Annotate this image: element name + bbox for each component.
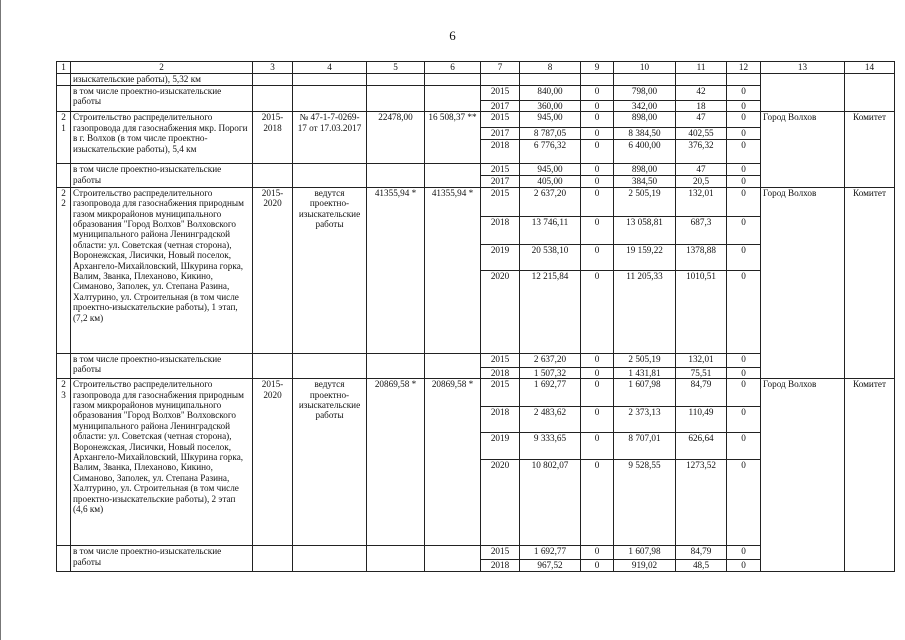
federal-cell: 0 xyxy=(581,216,614,244)
year-cell: 2015 xyxy=(481,353,520,367)
regional-cell: 898,00 xyxy=(614,164,676,176)
total-cell: 405,00 xyxy=(520,176,581,187)
local-cell: 1378,88 xyxy=(676,244,727,270)
local-cell: 75,51 xyxy=(676,367,727,378)
regional-cell: 6 400,00 xyxy=(614,140,676,164)
cost-cell: 22478,00 xyxy=(367,112,425,164)
regional-cell: 13 058,81 xyxy=(614,216,676,244)
total-cell: 945,00 xyxy=(520,112,581,128)
total-cell: 6 776,32 xyxy=(520,140,581,164)
federal-cell: 0 xyxy=(581,379,614,407)
customer-cell xyxy=(845,74,895,112)
total-cell: 12 215,84 xyxy=(520,270,581,353)
federal-cell: 0 xyxy=(581,367,614,378)
federal-cell: 0 xyxy=(581,244,614,270)
total-cell: 2 637,20 xyxy=(520,353,581,367)
col-header: 8 xyxy=(520,62,581,74)
locality-cell: Город Волхов xyxy=(761,112,845,187)
year-cell: 2018 xyxy=(481,367,520,378)
regional-cell: 798,00 xyxy=(614,86,676,101)
federal-cell: 0 xyxy=(581,353,614,367)
remain-cell: 16 508,37 ** xyxy=(425,112,481,164)
local-cell: 84,79 xyxy=(676,379,727,407)
period-cell: 2015-2018 xyxy=(253,112,293,164)
continuation-text: изыскательские работы), 5,32 км xyxy=(71,74,253,86)
year-cell: 2019 xyxy=(481,244,520,270)
federal-cell: 0 xyxy=(581,270,614,353)
local-cell: 47 xyxy=(676,112,727,128)
other-cell: 0 xyxy=(727,140,761,164)
document-cell: ведутся проектно-изыскательские работы xyxy=(293,187,367,353)
other-cell: 0 xyxy=(727,244,761,270)
locality-cell xyxy=(761,74,845,112)
local-cell: 1273,52 xyxy=(676,460,727,546)
page-number: 6 xyxy=(449,28,456,43)
year-cell: 2015 xyxy=(481,112,520,128)
total-cell: 9 333,65 xyxy=(520,433,581,460)
regional-cell: 2 505,19 xyxy=(614,353,676,367)
table-row xyxy=(57,379,895,407)
local-cell: 47 xyxy=(676,164,727,176)
local-cell: 48,5 xyxy=(676,560,727,572)
total-cell: 1 507,32 xyxy=(520,367,581,378)
regional-cell: 9 528,55 xyxy=(614,460,676,546)
year-cell: 2017 xyxy=(481,128,520,140)
object-name: Строительство распределительного газопровода для газоснабжения природным газом микрорайонов муниципального образования "Город Волхов" Волховского муниципального района Ленинградской области: ул. Советская (четная сторона), Воронежская, Лисички, Новый поселок, Архангело-Михайловский, Шкурина горка, Валим, Званка, Плеханово, Кикино, Симаново, Заполек, ул. Степана Разина, Халтурино, ул. Строительная (в том числе проектно-изыскательские работы), 2 этап (4,6 км) xyxy=(71,379,253,546)
document-cell: № 47-1-7-0269-17 от 17.03.2017 xyxy=(293,112,367,164)
document-cell: ведутся проектно-изыскательские работы xyxy=(293,379,367,546)
regional-cell: 898,00 xyxy=(614,112,676,128)
local-cell: 626,64 xyxy=(676,433,727,460)
col-header: 6 xyxy=(425,62,481,74)
local-cell: 402,55 xyxy=(676,128,727,140)
local-cell: 18 xyxy=(676,101,727,112)
year-cell: 2018 xyxy=(481,140,520,164)
year-cell: 2015 xyxy=(481,546,520,560)
sub-item-text: в том числе проектно-изыскательские работы xyxy=(71,86,253,112)
regional-cell: 11 205,33 xyxy=(614,270,676,353)
sub-item-text: в том числе проектно-изыскательские работы xyxy=(71,546,253,572)
period-cell: 2015-2020 xyxy=(253,379,293,546)
total-cell: 10 802,07 xyxy=(520,460,581,546)
total-cell: 20 538,10 xyxy=(520,244,581,270)
federal-cell: 0 xyxy=(581,546,614,560)
federal-cell: 0 xyxy=(581,433,614,460)
total-cell: 2 483,62 xyxy=(520,407,581,433)
total-cell: 840,00 xyxy=(520,86,581,101)
total-cell: 967,52 xyxy=(520,560,581,572)
col-header: 14 xyxy=(845,62,895,74)
local-cell: 42 xyxy=(676,86,727,101)
col-header: 12 xyxy=(727,62,761,74)
period-cell: 2015-2020 xyxy=(253,187,293,353)
other-cell: 0 xyxy=(727,128,761,140)
sub-item-text: в том числе проектно-изыскательские работы xyxy=(71,353,253,378)
locality-cell: Город Волхов xyxy=(761,187,845,378)
customer-cell: Комитет xyxy=(845,187,895,378)
year-cell: 2015 xyxy=(481,187,520,216)
other-cell: 0 xyxy=(727,407,761,433)
other-cell: 0 xyxy=(727,270,761,353)
local-cell: 376,32 xyxy=(676,140,727,164)
row-number: 23 xyxy=(57,379,71,546)
other-cell: 0 xyxy=(727,379,761,407)
year-cell: 2015 xyxy=(481,86,520,101)
table-row xyxy=(57,112,895,128)
federal-cell: 0 xyxy=(581,128,614,140)
other-cell: 0 xyxy=(727,546,761,560)
total-cell: 945,00 xyxy=(520,164,581,176)
scan-edge-line xyxy=(0,0,1,640)
local-cell: 687,3 xyxy=(676,216,727,244)
federal-cell: 0 xyxy=(581,460,614,546)
total-cell: 1 692,77 xyxy=(520,546,581,560)
regional-cell: 2 505,19 xyxy=(614,187,676,216)
other-cell: 0 xyxy=(727,353,761,367)
customer-cell: Комитет xyxy=(845,379,895,572)
local-cell: 84,79 xyxy=(676,546,727,560)
total-cell: 8 787,05 xyxy=(520,128,581,140)
col-header: 4 xyxy=(293,62,367,74)
year-cell: 2018 xyxy=(481,216,520,244)
federal-cell: 0 xyxy=(581,164,614,176)
federal-cell: 0 xyxy=(581,112,614,128)
local-cell: 20,5 xyxy=(676,176,727,187)
total-cell: 13 746,11 xyxy=(520,216,581,244)
local-cell: 132,01 xyxy=(676,187,727,216)
header-row xyxy=(57,62,895,74)
col-header: 3 xyxy=(253,62,293,74)
regional-cell: 8 707,01 xyxy=(614,433,676,460)
other-cell: 0 xyxy=(727,101,761,112)
cost-cell: 20869,58 * xyxy=(367,379,425,546)
year-cell: 2019 xyxy=(481,433,520,460)
regional-cell: 342,00 xyxy=(614,101,676,112)
year-cell: 2020 xyxy=(481,460,520,546)
col-header: 13 xyxy=(761,62,845,74)
program-table xyxy=(56,61,895,572)
other-cell: 0 xyxy=(727,164,761,176)
regional-cell: 919,02 xyxy=(614,560,676,572)
other-cell: 0 xyxy=(727,187,761,216)
federal-cell: 0 xyxy=(581,407,614,433)
local-cell: 1010,51 xyxy=(676,270,727,353)
local-cell: 110,49 xyxy=(676,407,727,433)
row-number: 22 xyxy=(57,187,71,353)
other-cell: 0 xyxy=(727,86,761,101)
regional-cell: 384,50 xyxy=(614,176,676,187)
regional-cell: 8 384,50 xyxy=(614,128,676,140)
row-number: 21 xyxy=(57,112,71,164)
regional-cell: 1 607,98 xyxy=(614,379,676,407)
col-header: 1 xyxy=(57,62,71,74)
col-header: 5 xyxy=(367,62,425,74)
table-row xyxy=(57,187,895,216)
year-cell: 2017 xyxy=(481,176,520,187)
remain-cell: 20869,58 * xyxy=(425,379,481,546)
federal-cell: 0 xyxy=(581,560,614,572)
other-cell: 0 xyxy=(727,112,761,128)
object-name: Строительство распределительного газопровода для газоснабжения мкр. Пороги в г. Волхов (в том числе проектно-изыскательские работы), 5,4 км xyxy=(71,112,253,164)
federal-cell: 0 xyxy=(581,187,614,216)
federal-cell: 0 xyxy=(581,101,614,112)
col-header: 10 xyxy=(614,62,676,74)
year-cell: 2015 xyxy=(481,379,520,407)
total-cell: 360,00 xyxy=(520,101,581,112)
regional-cell: 19 159,22 xyxy=(614,244,676,270)
col-header: 7 xyxy=(481,62,520,74)
customer-cell: Комитет xyxy=(845,112,895,187)
sub-item-text: в том числе проектно-изыскательские работы xyxy=(71,164,253,187)
federal-cell: 0 xyxy=(581,86,614,101)
federal-cell: 0 xyxy=(581,140,614,164)
object-name: Строительство распределительного газопровода для газоснабжения природным газом микрорайонов муниципального образования "Город Волхов" Волховского муниципального района Ленинградской области: ул. Советская (четная сторона), Воронежская, Лисички, Новый поселок, Архангело-Михайловский, Шкурина горка, Валим, Званка, Плеханово, Кикино, Симаново, Заполек, ул. Степана Разина, Халтурино, ул. Строительная (в том числе проектно-изыскательские работы), 1 этап, (7,2 км) xyxy=(71,187,253,353)
other-cell: 0 xyxy=(727,460,761,546)
other-cell: 0 xyxy=(727,176,761,187)
regional-cell: 1 607,98 xyxy=(614,546,676,560)
year-cell: 2015 xyxy=(481,164,520,176)
regional-cell: 1 431,81 xyxy=(614,367,676,378)
federal-cell: 0 xyxy=(581,176,614,187)
remain-cell: 41355,94 * xyxy=(425,187,481,353)
col-header: 9 xyxy=(581,62,614,74)
col-header: 11 xyxy=(676,62,727,74)
other-cell: 0 xyxy=(727,560,761,572)
year-cell: 2020 xyxy=(481,270,520,353)
year-cell: 2017 xyxy=(481,101,520,112)
year-cell: 2018 xyxy=(481,407,520,433)
regional-cell: 2 373,13 xyxy=(614,407,676,433)
other-cell: 0 xyxy=(727,367,761,378)
year-cell: 2018 xyxy=(481,560,520,572)
local-cell: 132,01 xyxy=(676,353,727,367)
total-cell: 1 692,77 xyxy=(520,379,581,407)
col-header: 2 xyxy=(71,62,253,74)
locality-cell: Город Волхов xyxy=(761,379,845,572)
other-cell: 0 xyxy=(727,216,761,244)
other-cell: 0 xyxy=(727,433,761,460)
cost-cell: 41355,94 * xyxy=(367,187,425,353)
total-cell: 2 637,20 xyxy=(520,187,581,216)
table-row xyxy=(57,74,895,86)
